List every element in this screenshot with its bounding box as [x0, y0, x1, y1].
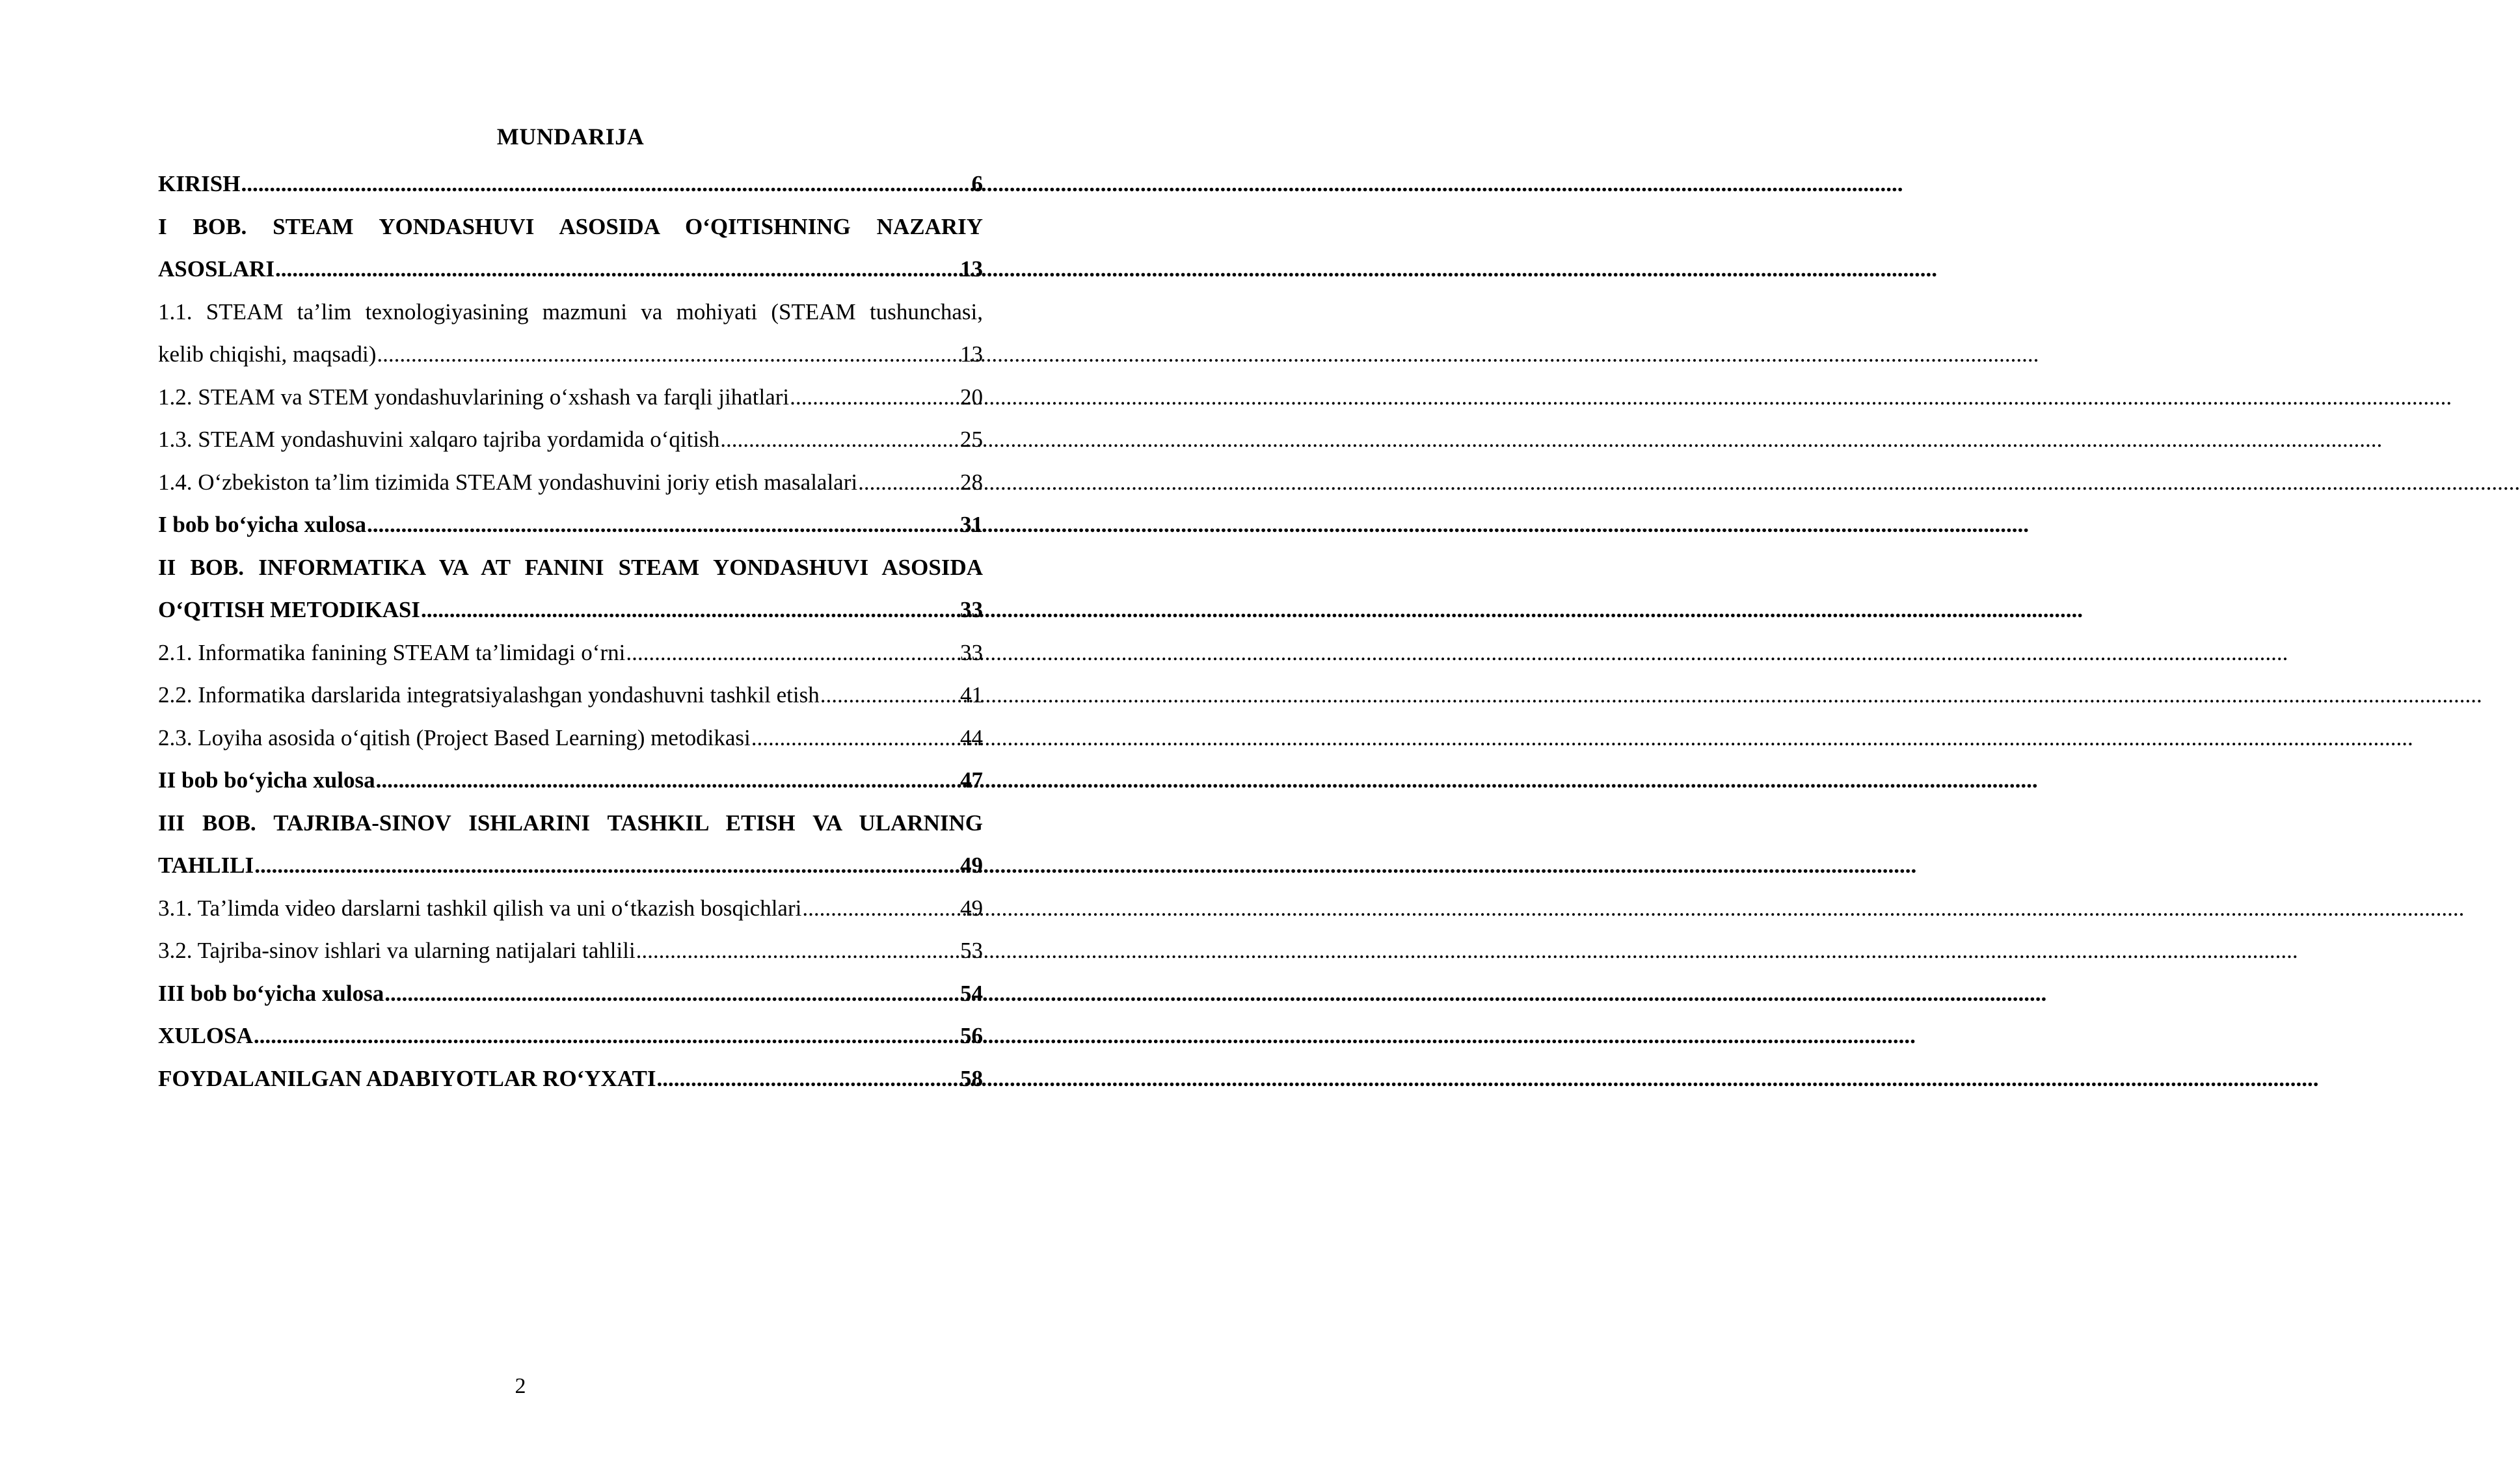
toc-entry[interactable]	[158, 802, 983, 887]
toc-entry-page-number: 49	[960, 895, 983, 921]
toc-title: MUNDARIJA	[496, 124, 645, 150]
dot-leader	[790, 376, 959, 419]
toc-entry-page-number: 28	[960, 469, 983, 495]
toc-entry-text: 1.3. STEAM yondashuvini xalqaro tajriba yordamida o‘qitish	[158, 427, 720, 452]
toc-entry-text: FOYDALANILGAN ADABIYOTLAR RO‘YXATI	[158, 1065, 656, 1091]
dot-leader	[275, 248, 959, 291]
toc-entry-line	[158, 248, 983, 291]
toc-entry-page-number: 44	[960, 724, 983, 750]
toc-entry-heading-line: 1.1. STEAM ta’lim texnologiyasining mazmuni va mohiyati (STEAM tushunchasi,	[158, 298, 983, 325]
toc-entry-text: 2.2. Informatika darslarida integratsiyalashgan yondashuvni tashkil etish	[158, 682, 820, 708]
toc-entry[interactable]	[158, 1057, 983, 1100]
toc-entry-text: III bob bo‘yicha xulosa	[158, 980, 384, 1006]
toc-entry-line	[158, 589, 983, 631]
toc-entry-page-number: 25	[960, 427, 983, 452]
toc-entry-line	[158, 887, 983, 930]
toc-entry-page-number: 6	[971, 171, 983, 196]
toc-entry-line	[158, 461, 983, 504]
toc-entry[interactable]	[158, 291, 983, 376]
document-page	[158, 124, 983, 1100]
dot-leader	[254, 1014, 959, 1057]
toc-entry-page-number: 47	[960, 767, 983, 793]
toc-entry[interactable]	[158, 546, 983, 631]
toc-entry[interactable]	[158, 1014, 983, 1057]
dot-leader	[254, 844, 959, 887]
toc-entry-text: KIRISH	[158, 171, 241, 196]
toc-entry-page-number: 13	[960, 256, 983, 282]
toc-entry-text: TAHLILI	[158, 853, 254, 878]
toc-entry[interactable]	[158, 887, 983, 930]
toc-entry[interactable]	[158, 503, 983, 546]
toc-entry[interactable]	[158, 461, 983, 504]
toc-entry-line	[158, 503, 983, 546]
toc-entry[interactable]	[158, 972, 983, 1015]
toc-entry-text: 1.2. STEAM va STEM yondashuvlarining o‘xshash va farqli jihatlari	[158, 384, 790, 410]
toc-entry-text: II bob bo‘yicha xulosa	[158, 767, 375, 793]
dot-leader	[636, 929, 959, 972]
toc-entry-line	[158, 972, 983, 1015]
dot-leader	[858, 461, 959, 504]
toc-entry-line	[158, 929, 983, 972]
toc-entry-text: I bob bo‘yicha xulosa	[158, 512, 366, 537]
toc-list	[158, 163, 983, 1100]
toc-entry-line	[158, 717, 983, 760]
toc-entry-page-number: 56	[960, 1023, 983, 1048]
toc-entry[interactable]	[158, 376, 983, 419]
toc-entry[interactable]	[158, 631, 983, 674]
toc-entry-page-number: 49	[960, 853, 983, 878]
toc-entry-text: 2.3. Loyiha asosida o‘qitish (Project Based Learning) metodikasi	[158, 724, 751, 750]
toc-entry-page-number: 13	[960, 341, 983, 367]
toc-entry[interactable]	[158, 205, 983, 291]
toc-entry[interactable]	[158, 717, 983, 760]
toc-entry-line	[158, 333, 983, 376]
dot-leader	[367, 503, 959, 546]
toc-entry-page-number: 54	[960, 980, 983, 1006]
toc-entry[interactable]	[158, 418, 983, 461]
toc-entry-page-number: 31	[960, 512, 983, 537]
toc-entry-line	[158, 1057, 983, 1100]
dot-leader	[820, 674, 959, 717]
toc-entry[interactable]	[158, 759, 983, 802]
dot-leader	[384, 972, 959, 1015]
toc-entry-text: 3.2. Tajriba-sinov ishlari va ularning natijalari tahlili	[158, 938, 636, 963]
toc-entry-heading-line: I BOB. STEAM YONDASHUVI ASOSIDA O‘QITISHNING NAZARIY	[158, 213, 983, 239]
toc-entry-text: O‘QITISH METODIKASI	[158, 597, 420, 622]
toc-entry-line	[158, 1014, 983, 1057]
dot-leader	[720, 418, 959, 461]
toc-entry-page-number: 53	[960, 938, 983, 963]
toc-entry-line	[158, 631, 983, 674]
toc-entry-line	[158, 418, 983, 461]
page-number: 2	[515, 1374, 526, 1398]
toc-entry-heading-line: III BOB. TAJRIBA-SINOV ISHLARINI TASHKIL ETISH VA ULARNING	[158, 810, 983, 836]
toc-entry-text: 2.1. Informatika fanining STEAM ta’limidagi o‘rni	[158, 639, 626, 665]
dot-leader	[421, 589, 959, 631]
toc-entry-line	[158, 759, 983, 802]
dot-leader	[802, 887, 959, 930]
toc-entry-line	[158, 844, 983, 887]
dot-leader	[626, 631, 959, 674]
toc-entry-text: ASOSLARI	[158, 256, 275, 282]
toc-entry[interactable]	[158, 163, 983, 205]
toc-entry-line	[158, 376, 983, 419]
toc-entry-text: kelib chiqishi, maqsadi)	[158, 341, 377, 367]
toc-entry-page-number: 41	[960, 682, 983, 708]
toc-entry-heading-line: II BOB. INFORMATIKA VA AT FANINI STEAM YONDASHUVI ASOSIDA	[158, 554, 983, 580]
dot-leader	[377, 333, 959, 376]
toc-entry-text: 3.1. Ta’limda video darslarni tashkil qilish va uni o‘tkazish bosqichlari	[158, 895, 802, 921]
toc-entry-text: 1.4. O‘zbekiston ta’lim tizimida STEAM yondashuvini joriy etish masalalari	[158, 469, 858, 495]
toc-entry-page-number: 33	[960, 639, 983, 665]
dot-leader	[241, 163, 971, 205]
toc-entry-page-number: 58	[960, 1065, 983, 1091]
toc-entry-line	[158, 163, 983, 205]
toc-entry-page-number: 33	[960, 597, 983, 622]
toc-entry-line	[158, 674, 983, 717]
toc-entry-page-number: 20	[960, 384, 983, 410]
dot-leader	[751, 717, 959, 760]
dot-leader	[376, 759, 959, 802]
toc-entry[interactable]	[158, 674, 983, 717]
toc-entry-text: XULOSA	[158, 1023, 253, 1048]
toc-entry[interactable]	[158, 929, 983, 972]
dot-leader	[657, 1057, 959, 1100]
